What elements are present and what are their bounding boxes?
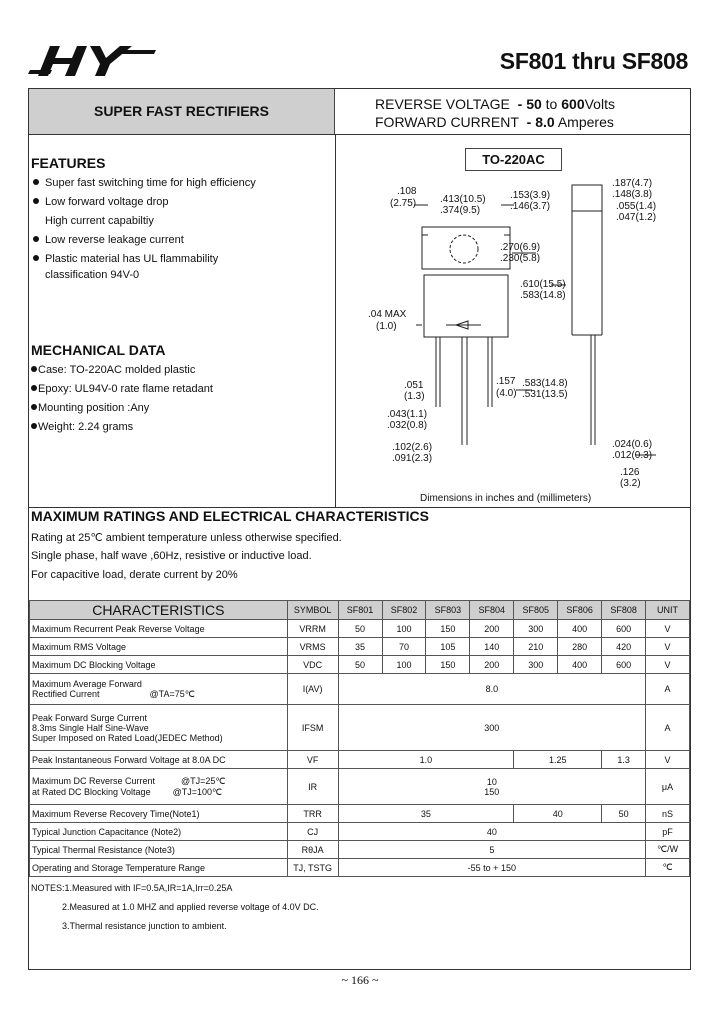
bullet-icon xyxy=(31,366,37,372)
column-header: SF802 xyxy=(382,601,426,620)
features-list xyxy=(31,174,256,285)
bullet-icon xyxy=(31,385,37,391)
dim-label: .091(2.3) xyxy=(392,453,433,464)
table-row: Maximum Recurrent Peak Reverse Voltage VRRM 50 100 150 200 300 400 600 V xyxy=(30,620,690,638)
feature-item: classification 94V-0 xyxy=(45,269,140,281)
reverse-voltage-min: 50 xyxy=(526,96,542,112)
rating-condition: Single phase, half wave ,60Hz, resistive or inductive load. xyxy=(31,550,312,562)
bullet-icon xyxy=(31,404,37,410)
dim-label: .055(1.4) xyxy=(616,201,657,212)
product-type-banner xyxy=(29,89,335,134)
reverse-voltage-line xyxy=(375,96,615,112)
forward-current-label: FORWARD CURRENT xyxy=(375,114,519,130)
dim-label: (1.3) xyxy=(404,391,425,402)
table-row: Maximum Average Forward Rectified Current @TA=75℃ I(AV) 8.0 A xyxy=(30,674,690,705)
mechanical-item: Mounting position :Any xyxy=(31,399,213,418)
document-title: SF801 thru SF808 xyxy=(499,48,688,74)
ratings-title: MAXIMUM RATINGS AND ELECTRICAL CHARACTERISTICS xyxy=(31,508,429,524)
dim-label: (3.2) xyxy=(620,478,641,489)
note-item: NOTES:1.Measured with IF=0.5A,IR=1A,Irr=0.25A xyxy=(31,883,233,893)
dim-label: .012(0.3) xyxy=(612,450,653,461)
forward-current-value: 8.0 xyxy=(535,114,555,130)
dim-label: .153(3.9) xyxy=(510,190,551,201)
reverse-voltage-label: REVERSE VOLTAGE xyxy=(375,96,510,112)
mechanical-list xyxy=(31,361,213,437)
company-logo xyxy=(28,40,158,80)
table-row: Maximum DC Reverse Current @TJ=25℃ at Rated DC Blocking Voltage @TJ=100℃ IR 10 150 μA xyxy=(30,769,690,805)
dim-label: .413(10.5) xyxy=(440,194,486,205)
mechanical-item: Case: TO-220AC molded plastic xyxy=(31,361,213,380)
dim-label: (1.0) xyxy=(376,321,397,332)
column-header: SF803 xyxy=(426,601,470,620)
dim-label: .583(14.8) xyxy=(520,290,566,301)
forward-current-dash: - xyxy=(526,114,532,130)
column-header: SF804 xyxy=(470,601,514,620)
mechanical-title: MECHANICAL DATA xyxy=(31,342,166,358)
dim-label: .187(4.7) xyxy=(612,178,653,189)
dim-label: .157 xyxy=(496,376,516,387)
column-header: SF806 xyxy=(558,601,602,620)
dim-label: .148(3.8) xyxy=(612,189,653,200)
table-row: Maximum DC Blocking Voltage VDC 50 100 150 200 300 400 600 V xyxy=(30,656,690,674)
column-header: SF801 xyxy=(338,601,382,620)
reverse-voltage-to: to xyxy=(545,96,558,112)
ratings-summary xyxy=(375,96,615,130)
package-name: TO-220AC xyxy=(465,148,562,171)
page-number: ~ 166 ~ xyxy=(341,973,379,987)
column-header: CHARACTERISTICS xyxy=(30,601,288,620)
feature-item: Plastic material has UL flammability xyxy=(31,250,256,269)
product-type-label: SUPER FAST RECTIFIERS xyxy=(93,103,270,119)
note-item: 3.Thermal resistance junction to ambient. xyxy=(62,921,227,931)
feature-item: Low forward voltage drop xyxy=(31,193,256,212)
column-header: SYMBOL xyxy=(287,601,338,620)
dim-label: .043(1.1) xyxy=(387,409,428,420)
table-header-row xyxy=(30,601,690,620)
bullet-icon xyxy=(33,255,39,261)
dim-label: .051 xyxy=(404,380,424,391)
table-row: Peak Forward Surge Current 8.3ms Single Half Sine-Wave Super Imposed on Rated Load(JEDEC Method) IFSM 300 A xyxy=(30,705,690,751)
column-header: UNIT xyxy=(646,601,690,620)
note-item: 2.Measured at 1.0 MHZ and applied reverse voltage of 4.0V DC. xyxy=(62,902,319,912)
rating-condition: Rating at 25℃ ambient temperature unless otherwise specified. xyxy=(31,532,342,544)
dim-label: .108 xyxy=(397,186,417,197)
column-header: SF805 xyxy=(514,601,558,620)
dim-label: .126 xyxy=(620,467,640,478)
dim-label: .583(14.8) xyxy=(522,378,568,389)
bullet-icon xyxy=(31,423,37,429)
rating-condition: For capacitive load, derate current by 20% xyxy=(31,569,238,581)
reverse-voltage-dash: - xyxy=(517,96,523,112)
dim-label: .032(0.8) xyxy=(387,420,428,431)
dimensions-note: Dimensions in inches and (millimeters) xyxy=(420,493,592,504)
forward-current-unit: Amperes xyxy=(557,114,614,130)
dim-label: .374(9.5) xyxy=(440,205,481,216)
bullet-icon xyxy=(33,198,39,204)
dim-label: (4.0) xyxy=(496,388,517,399)
reverse-voltage-max: 600 xyxy=(561,96,585,112)
dim-label: (2.75) xyxy=(390,198,417,209)
table-row: Typical Thermal Resistance (Note3) RθJA 5 ℃/W xyxy=(30,841,690,859)
dim-label: .024(0.6) xyxy=(612,439,653,450)
reverse-voltage-unit: Volts xyxy=(584,96,615,112)
table-row: Typical Junction Capacitance (Note2) CJ 40 pF xyxy=(30,823,690,841)
dim-label: .270(6.9) xyxy=(500,242,541,253)
dim-label: .146(3.7) xyxy=(510,201,551,212)
table-row: Peak Instantaneous Forward Voltage at 8.0A DC VF 1.0 1.25 1.3 V xyxy=(30,751,690,769)
feature-item: High current capabiltiy xyxy=(45,215,154,227)
dim-label: .102(2.6) xyxy=(392,442,433,453)
bullet-icon xyxy=(33,179,39,185)
features-title: FEATURES xyxy=(31,155,106,171)
forward-current-line xyxy=(375,114,615,130)
feature-item: Super fast switching time for high efficiency xyxy=(31,174,256,193)
dim-label: .531(13.5) xyxy=(522,389,568,400)
dim-label: .047(1.2) xyxy=(616,212,657,223)
table-row: Maximum Reverse Recovery Time(Note1) TRR 35 40 50 nS xyxy=(30,805,690,823)
dim-label: .04 MAX xyxy=(368,309,407,320)
bullet-icon xyxy=(33,236,39,242)
table-row: Operating and Storage Temperature Range TJ, TSTG -55 to + 150 ℃ xyxy=(30,859,690,877)
banner-divider xyxy=(29,134,690,135)
mechanical-item: Weight: 2.24 grams xyxy=(31,418,213,437)
characteristics-table xyxy=(29,600,690,877)
mechanical-item: Epoxy: UL94V-0 rate flame retadant xyxy=(31,380,213,399)
dim-label: .610(15.5) xyxy=(520,279,566,290)
table-row: Maximum RMS Voltage VRMS 35 70 105 140 210 280 420 V xyxy=(30,638,690,656)
column-header: SF808 xyxy=(602,601,646,620)
dim-label: .230(5.8) xyxy=(500,253,541,264)
feature-item: Low reverse leakage current xyxy=(31,231,256,250)
